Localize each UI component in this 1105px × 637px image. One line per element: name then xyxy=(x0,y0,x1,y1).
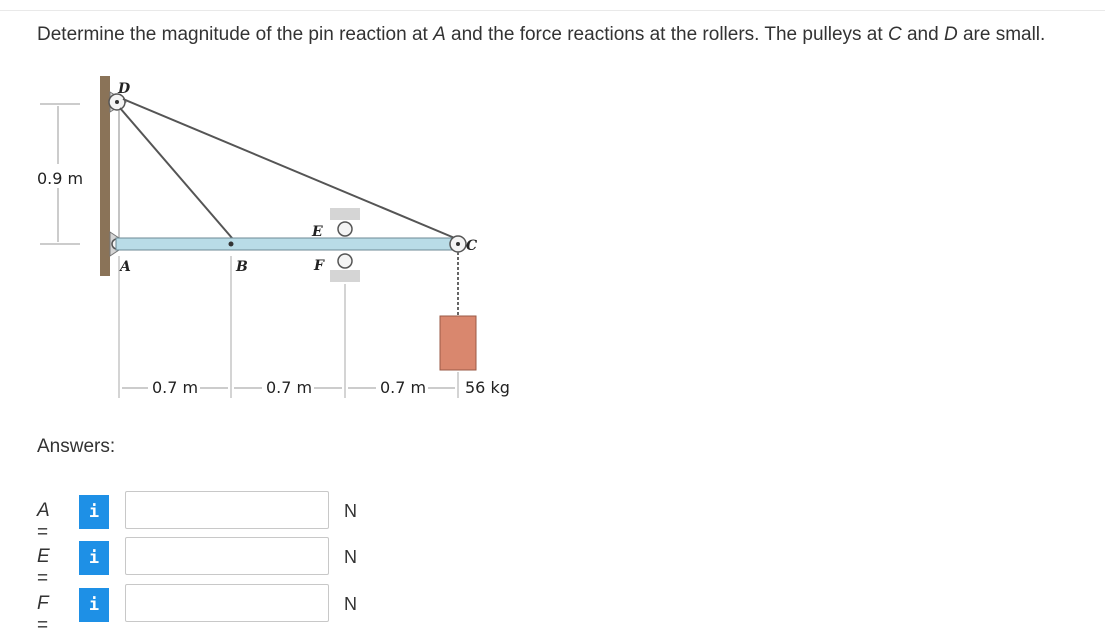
pin-b xyxy=(229,242,234,247)
label-a: A xyxy=(120,259,131,275)
label-f: F xyxy=(314,258,324,274)
wall xyxy=(100,76,110,276)
info-icon[interactable]: i xyxy=(79,495,109,529)
unit-label: N xyxy=(344,547,357,567)
answer-input-e[interactable] xyxy=(125,537,329,575)
roller-f-support xyxy=(330,270,360,282)
answer-var-e: E = xyxy=(37,546,50,589)
label-d: D xyxy=(118,81,131,97)
info-icon[interactable]: i xyxy=(79,541,109,575)
question-text: Determine the magnitude of the pin reaction at A and the force reactions at the rollers. The pulleys at C and D are small. xyxy=(37,24,1046,45)
problem-figure xyxy=(0,0,560,420)
mass-block xyxy=(440,316,476,370)
info-icon[interactable]: i xyxy=(79,588,109,622)
height-dimension: 0.9 m xyxy=(37,169,84,188)
answer-var-a: A = xyxy=(37,500,50,543)
roller-e xyxy=(338,222,352,236)
answer-var-f: F = xyxy=(37,593,49,636)
label-b: B xyxy=(236,259,248,275)
roller-e-support xyxy=(330,208,360,220)
label-e: E xyxy=(312,224,323,240)
unit-label: N xyxy=(344,594,357,614)
beam xyxy=(116,238,459,250)
unit-label: N xyxy=(344,501,357,521)
answer-input-a[interactable] xyxy=(125,491,329,529)
answer-input-f[interactable] xyxy=(125,584,329,622)
label-c: C xyxy=(466,238,478,254)
mass-label: 56 kg xyxy=(465,378,510,397)
span-2: 0.7 m xyxy=(266,378,313,397)
span-3: 0.7 m xyxy=(380,378,427,397)
span-1: 0.7 m xyxy=(152,378,199,397)
roller-f xyxy=(338,254,352,268)
answers-label: Answers: xyxy=(37,436,116,457)
cable-d-b xyxy=(120,108,232,238)
